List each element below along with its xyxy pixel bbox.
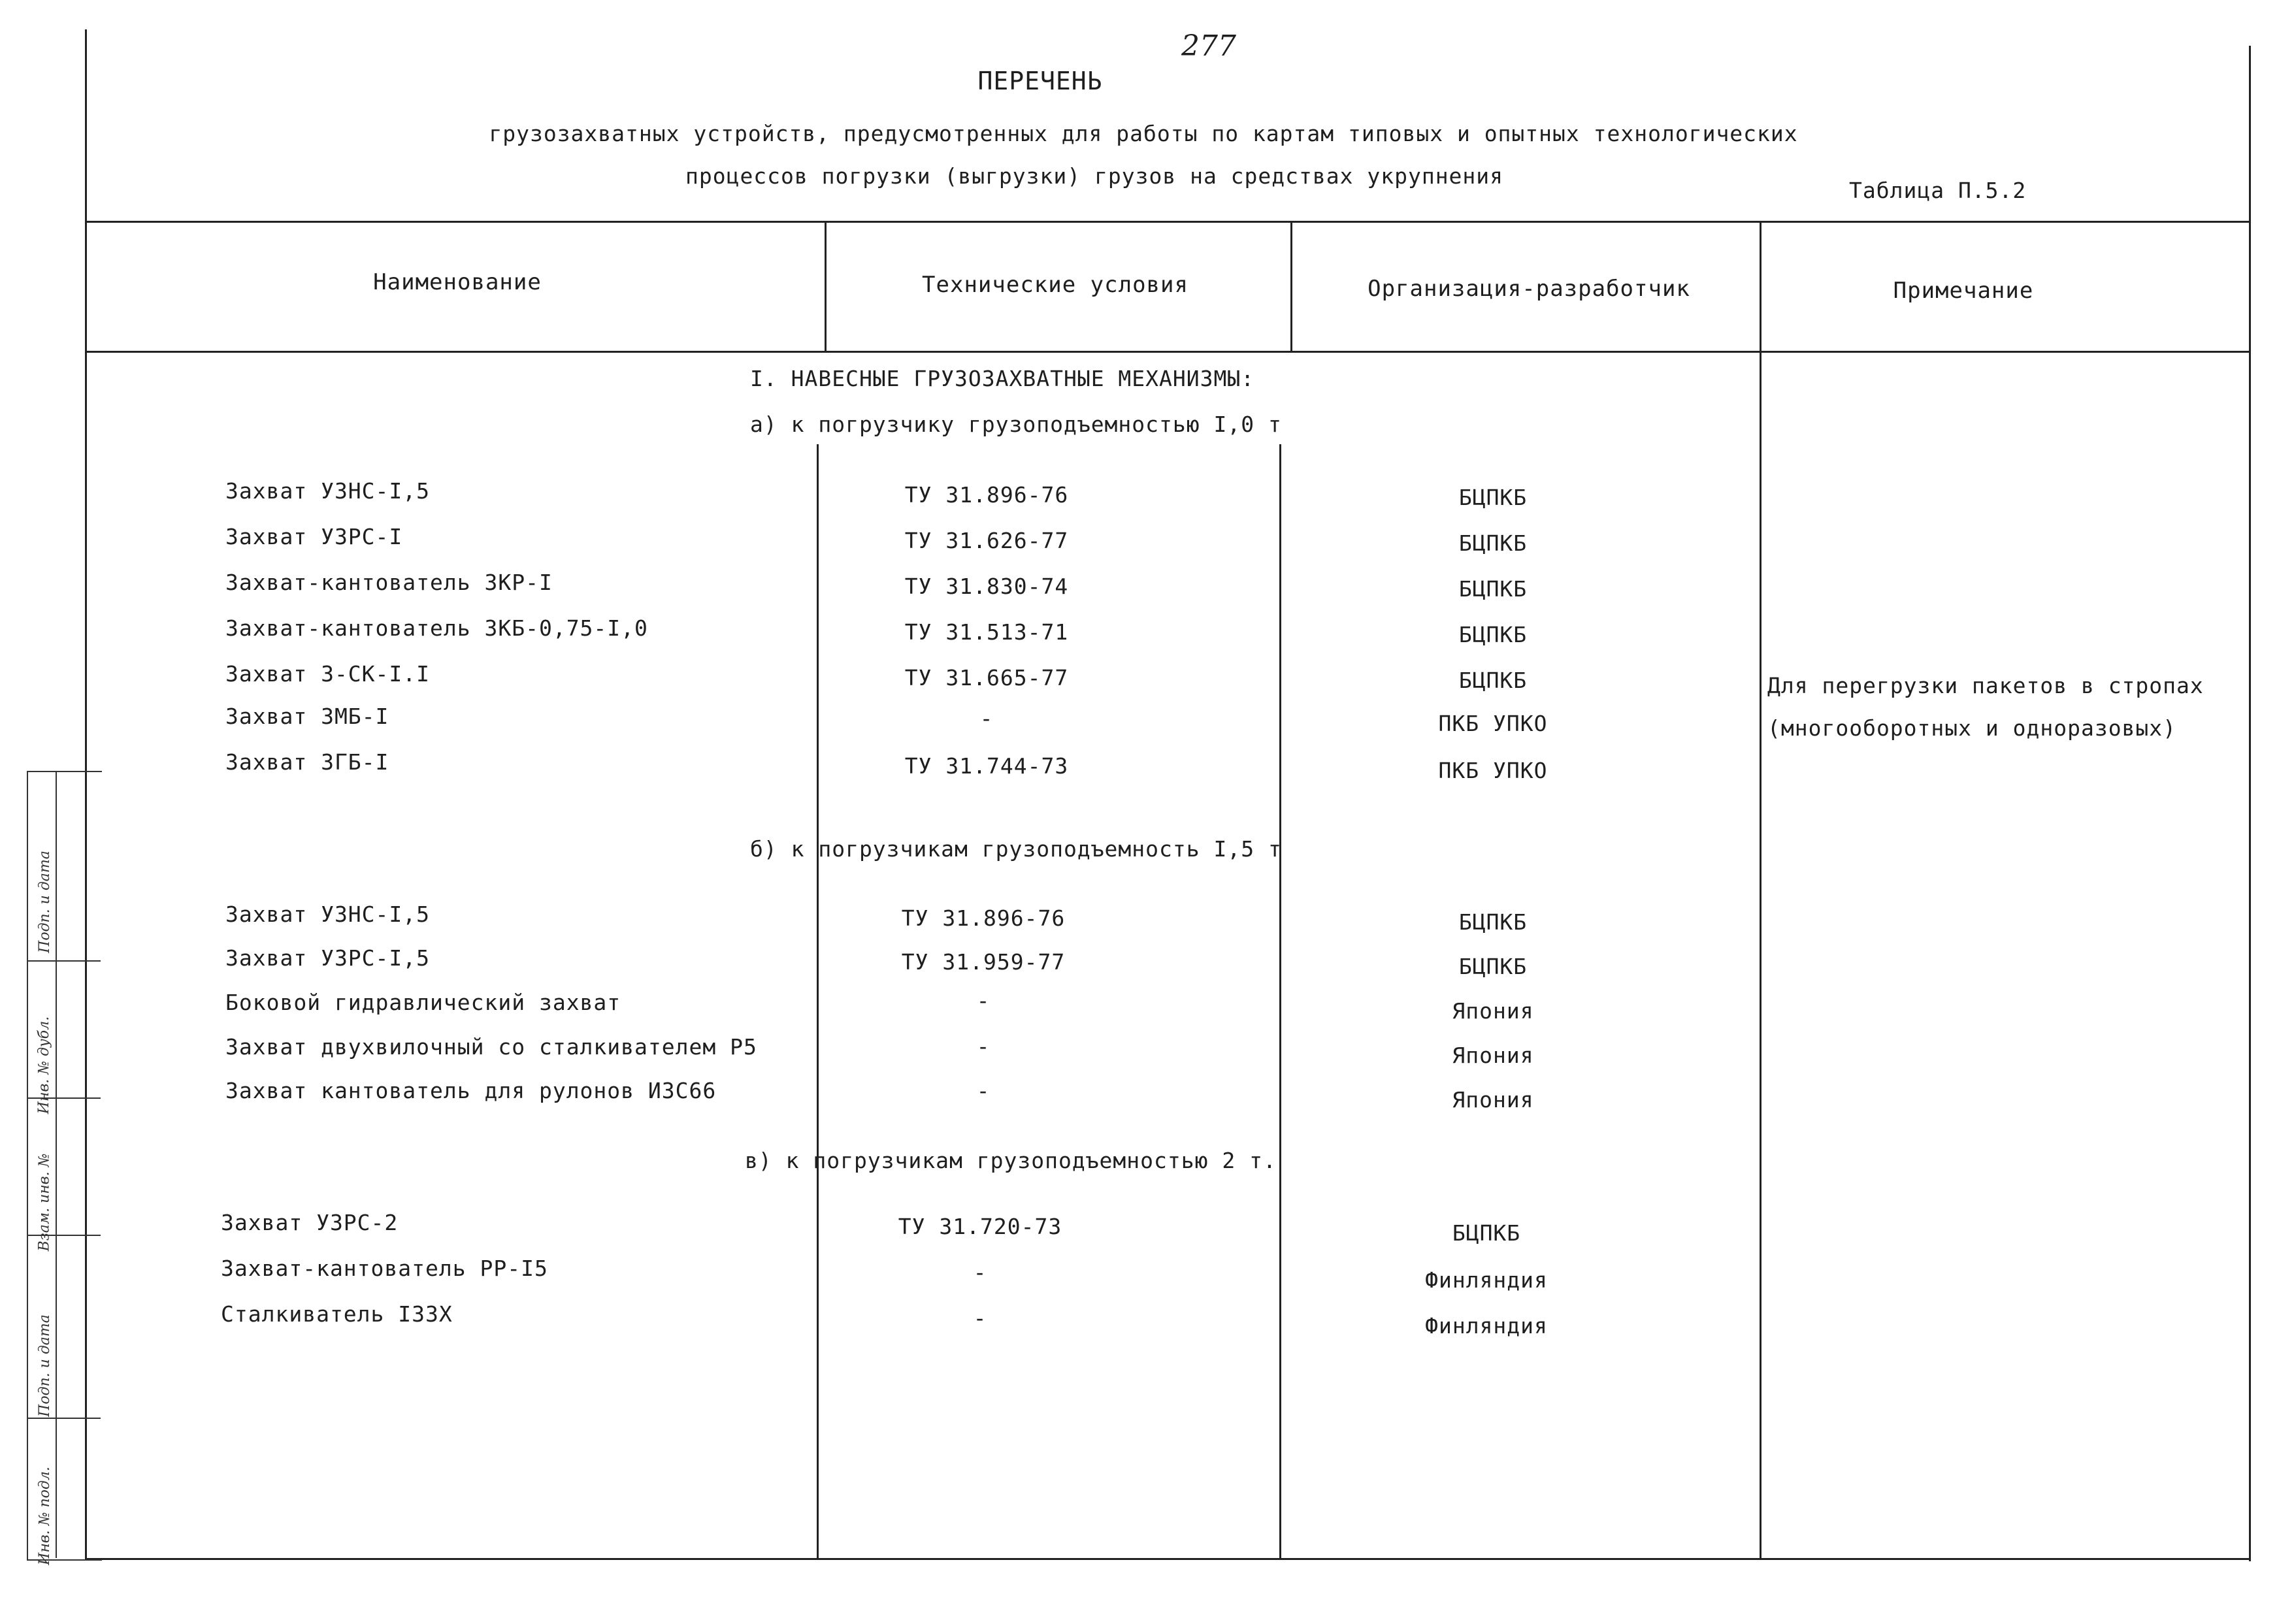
row-developer: Финляндия <box>1425 1267 1548 1293</box>
row-name: Захват-кантователь ЗКБ-0,75-I,0 <box>225 615 648 641</box>
side-stamp-label: Подп. и дата <box>36 1314 53 1417</box>
row-developer: ПКБ УПКО <box>1438 711 1548 736</box>
row-name: Боковой гидравлический захват <box>225 990 621 1015</box>
row-tech-conditions: - <box>976 988 991 1013</box>
note-line-2: (многооборотных и одноразовых) <box>1767 715 2177 741</box>
row-developer: Япония <box>1452 998 1534 1024</box>
row-name: Захват УЗРС-I <box>225 524 403 549</box>
row-name: Захват УЗНС-I,5 <box>225 901 431 927</box>
row-developer: БЦПКБ <box>1458 954 1528 979</box>
row-developer: БЦПКБ <box>1458 622 1528 647</box>
group-heading: в) к погрузчикам грузоподъемностью 2 т. <box>745 1148 1277 1173</box>
group-heading: а) к погрузчику грузоподъемностью I,0 т <box>750 412 1282 437</box>
row-name: Захват З-СК-I.I <box>225 661 431 687</box>
side-stamp-label: Инв. № подл. <box>36 1466 53 1565</box>
row-developer: БЦПКБ <box>1458 909 1528 935</box>
side-stamp-cell-border <box>27 960 101 962</box>
row-name: Захват УЗРС-2 <box>221 1210 399 1235</box>
row-developer: БЦПКБ <box>1452 1220 1521 1246</box>
side-stamp-label: Подп. и дата <box>36 850 53 953</box>
column-divider-2 <box>1279 444 1281 1558</box>
row-name: Захват УЗРС-I,5 <box>225 945 431 971</box>
row-tech-conditions: ТУ 31.720-73 <box>898 1214 1062 1239</box>
column-header-tech-conditions: Технические условия <box>922 272 1188 298</box>
row-developer: БЦПКБ <box>1458 576 1528 602</box>
note-line-1: Для перегрузки пакетов в стропах <box>1767 673 2204 698</box>
table-label: Таблица П.5.2 <box>1849 178 2027 203</box>
row-tech-conditions: ТУ 31.665-77 <box>904 665 1069 690</box>
row-developer: БЦПКБ <box>1458 485 1528 510</box>
row-name: Захват УЗНС-I,5 <box>225 478 431 504</box>
row-tech-conditions: - <box>979 706 994 731</box>
row-developer: Финляндия <box>1425 1313 1548 1339</box>
row-tech-conditions: - <box>973 1259 987 1285</box>
row-name: Захват-кантователь РР-I5 <box>221 1256 548 1281</box>
column-header-name: Наименование <box>373 269 542 295</box>
row-tech-conditions: - <box>973 1305 987 1331</box>
page-number: 277 <box>1181 29 1236 63</box>
row-tech-conditions: ТУ 31.830-74 <box>904 574 1069 599</box>
row-developer: БЦПКБ <box>1458 530 1528 556</box>
row-tech-conditions: ТУ 31.896-76 <box>904 482 1069 508</box>
column-header-developer: Организация-разработчик <box>1368 276 1690 302</box>
row-name: Сталкиватель I33X <box>221 1301 453 1327</box>
row-name: Захват-кантователь ЗКР-I <box>225 570 553 595</box>
table-top-border <box>85 221 2251 223</box>
row-developer: ПКБ УПКО <box>1438 758 1548 783</box>
row-name: Захват ЗГБ-I <box>225 749 389 775</box>
frame-right-border <box>2249 46 2251 1561</box>
column-divider-3 <box>1760 221 1761 1560</box>
row-tech-conditions: ТУ 31.626-77 <box>904 528 1069 553</box>
column-divider-1 <box>817 444 819 1558</box>
header-divider-2 <box>1290 221 1292 351</box>
subtitle-line-2: процессов погрузки (выгрузки) грузов на средствах укрупнения <box>685 163 1504 189</box>
row-tech-conditions: ТУ 31.744-73 <box>904 753 1069 779</box>
row-tech-conditions: ТУ 31.959-77 <box>901 949 1066 975</box>
row-tech-conditions: ТУ 31.896-76 <box>901 905 1066 931</box>
row-developer: Япония <box>1452 1043 1534 1068</box>
side-stamp-label: Инв. № дубл. <box>36 1016 53 1114</box>
side-stamp-cell-border <box>27 1418 101 1419</box>
page-title: ПЕРЕЧЕНЬ <box>977 67 1103 95</box>
side-stamp-label: Взам. инв. № <box>36 1153 53 1251</box>
row-developer: БЦПКБ <box>1458 668 1528 693</box>
subtitle-line-1: грузозахватных устройств, предусмотренных для работы по картам типовых и опытных технологических <box>489 121 1798 146</box>
section-title: I. НАВЕСНЫЕ ГРУЗОЗАХВАТНЫЕ МЕХАНИЗМЫ: <box>750 366 1255 391</box>
row-tech-conditions: - <box>976 1033 991 1059</box>
header-bottom-border <box>85 351 2251 353</box>
table-bottom-border <box>85 1558 2251 1560</box>
group-heading: б) к погрузчикам грузоподъемность I,5 т <box>750 836 1282 862</box>
row-tech-conditions: - <box>976 1078 991 1103</box>
row-developer: Япония <box>1452 1087 1534 1112</box>
column-header-note: Примечание <box>1893 278 2034 304</box>
header-divider-1 <box>825 221 827 351</box>
row-tech-conditions: ТУ 31.513-71 <box>904 619 1069 645</box>
row-name: Захват кантователь для рулонов ИЗС66 <box>225 1078 717 1103</box>
row-name: Захват двухвилочный со сталкивателем Р5 <box>225 1034 757 1060</box>
row-name: Захват ЗМБ-I <box>225 704 389 729</box>
